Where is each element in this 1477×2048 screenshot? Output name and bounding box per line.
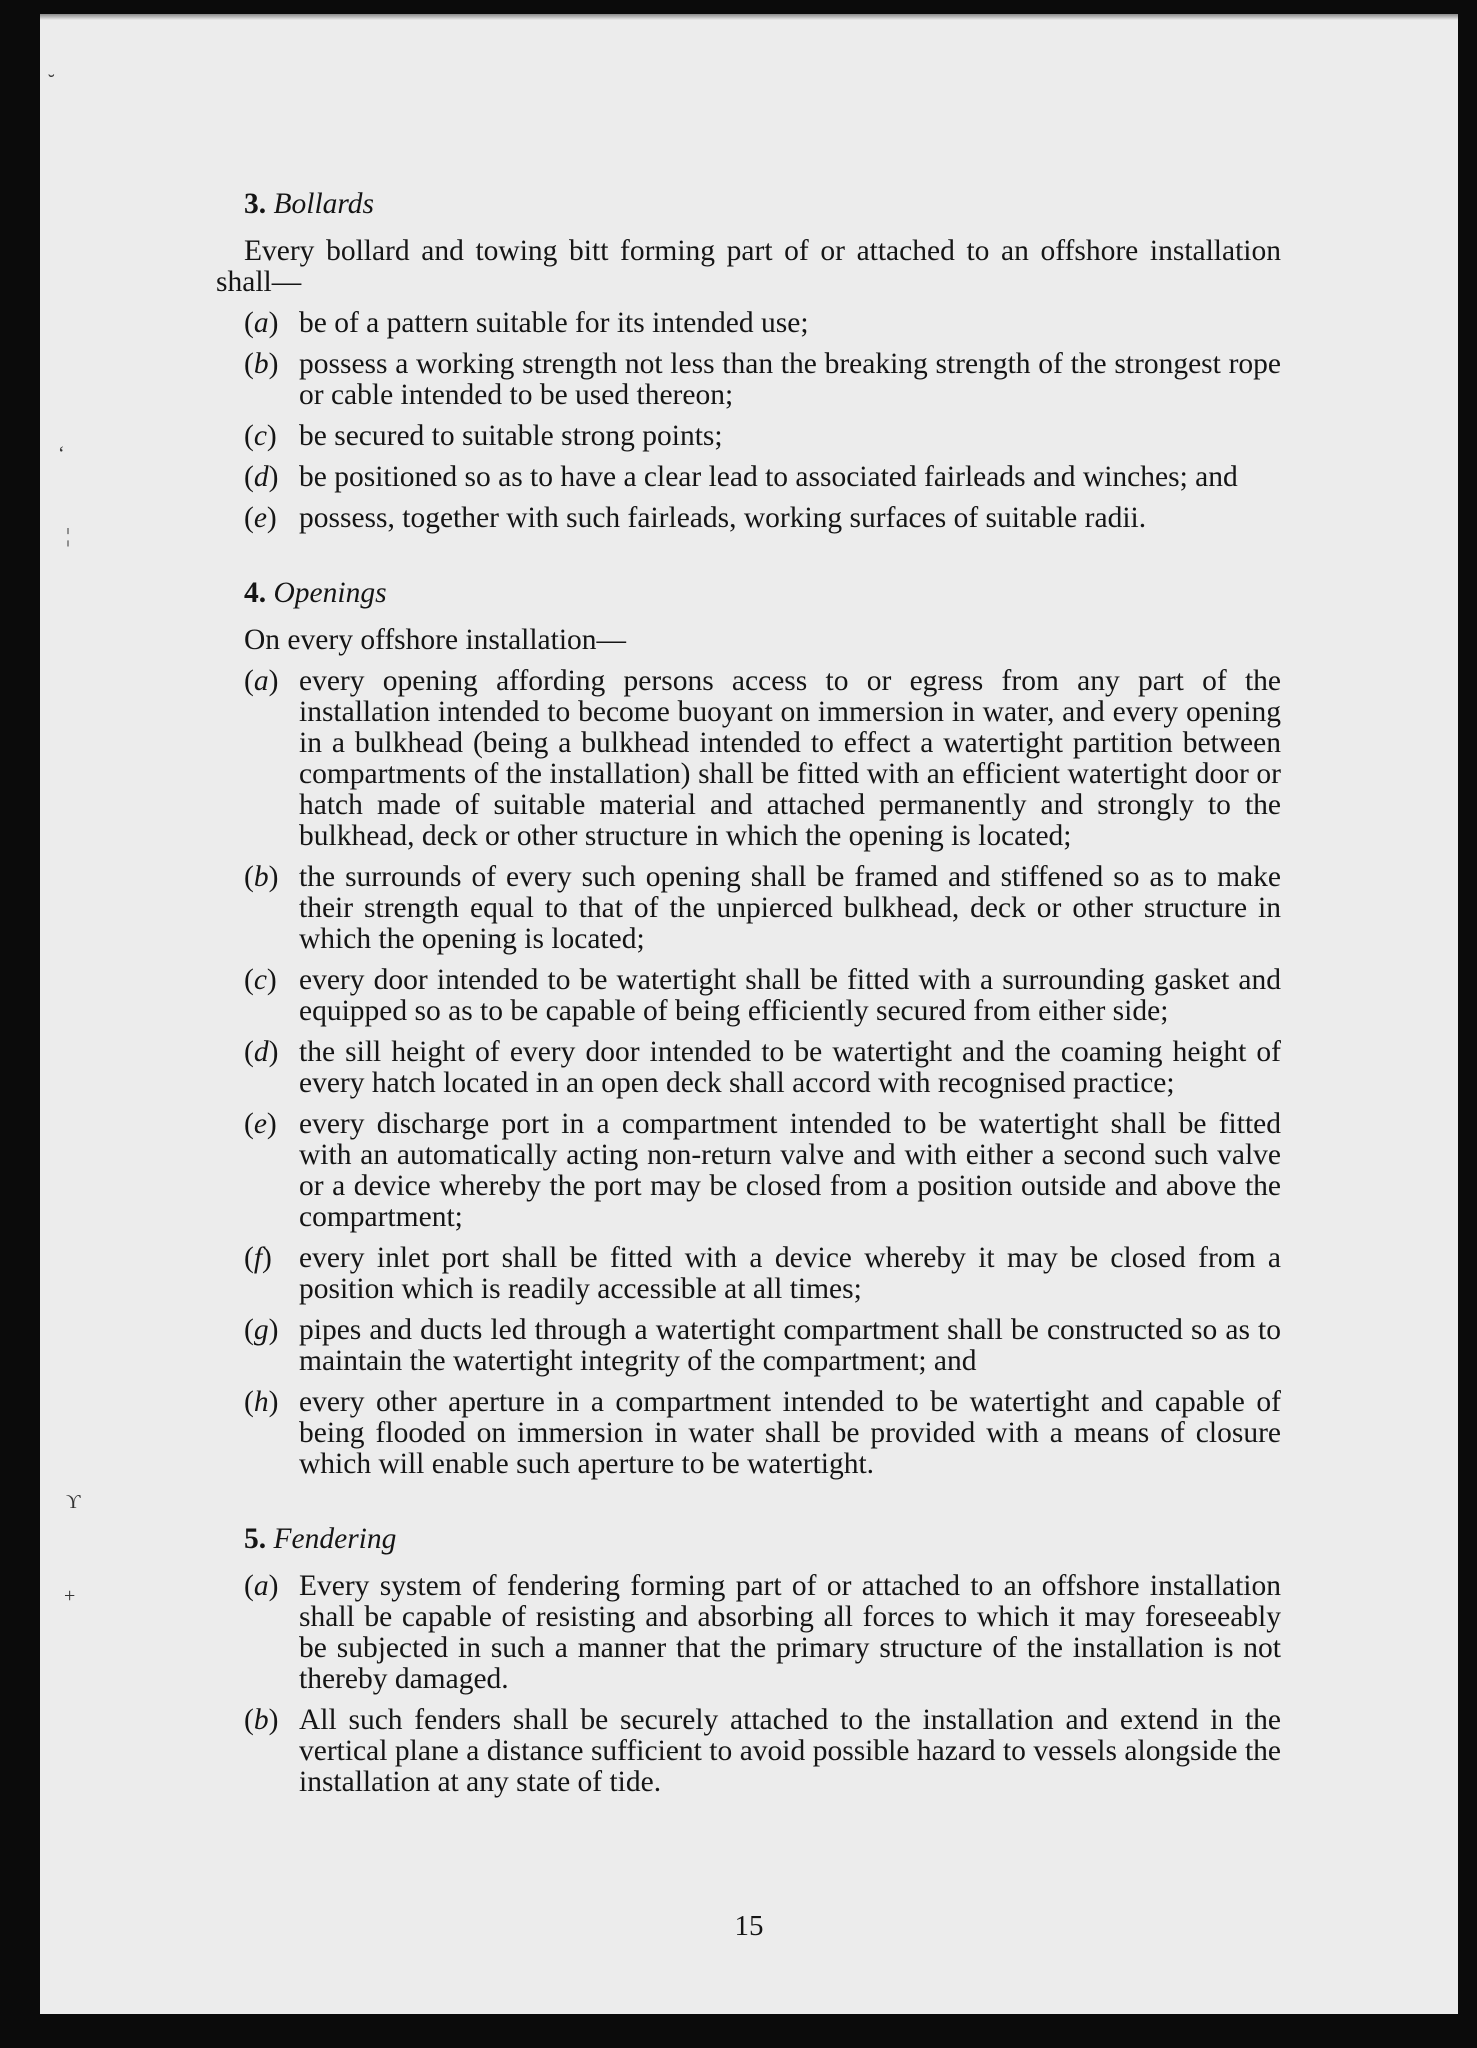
section-heading: 4. Openings (244, 577, 387, 609)
section-intro: On every offshore installation— (244, 624, 627, 656)
scan-edge-shadow (40, 14, 1458, 20)
list-item: (b) All such fenders shall be securely attached to the installation and extend in the vertical plane a distance sufficient to avoid possible hazard to vessels alongside the installation at any state of tide. (244, 1704, 1281, 1798)
section-openings (216, 578, 1281, 1480)
scan-mark: ˘ (48, 71, 55, 93)
section-bollards (216, 189, 1281, 534)
document-page (40, 14, 1458, 2014)
list-item: (c) be secured to suitable strong points; (244, 420, 723, 452)
scan-mark: ϒ (66, 1491, 81, 1513)
list-item: (a) every opening affording persons access to or egress from any part of the installation intended to become buoyant on immersion in water, and every opening in a bulkhead (being a bulkhead intended to effect a watertight partition between compartments of the installation) shall be fitted with an efficient watertight door or hatch made of suitable material and attached permanently and strongly to the bulkhead, deck or other structure in which the opening is located; (244, 665, 1281, 852)
list-item: (g) pipes and ducts led through a watertight compartment shall be constructed so as to maintain the watertight integrity of the compartment; and (244, 1314, 1281, 1377)
section-fendering (216, 1524, 1281, 1798)
section-heading: 3. Bollards (244, 188, 375, 220)
document-body (216, 189, 1281, 1842)
list-item: (e) every discharge port in a compartment intended to be watertight shall be fitted with an automatically acting non-return valve and with either a second such valve or a device whereby the port may be closed from a position outside and above the compartment; (244, 1108, 1281, 1233)
scan-mark: + (64, 1585, 76, 1607)
list-item: (b) the surrounds of every such opening shall be framed and stiffened so as to make their strength equal to that of the unpierced bulkhead, deck or other structure in which the opening is located; (244, 861, 1281, 955)
list-item: (b) possess a working strength not less than the breaking strength of the strongest rope or cable intended to be used thereon; (244, 348, 1281, 411)
scan-mark: ‘ (58, 443, 65, 465)
list-item: (d) the sill height of every door intended to be watertight and the coaming height of every hatch located in an open deck shall accord with recognised practice; (244, 1036, 1281, 1099)
section-heading: 5. Fendering (244, 1523, 397, 1555)
section-intro: Every bollard and towing bitt forming part of or attached to an offshore installation shall— (216, 235, 1281, 298)
page-number: 15 (734, 1910, 764, 1942)
scan-mark: ¦ (66, 525, 71, 547)
list-item: (a) Every system of fendering forming part of or attached to an offshore installation shall be capable of resisting and absorbing all forces to which it may foreseeably be subjected in such a manner that the primary structure of the installation is not thereby damaged. (244, 1570, 1281, 1695)
list-item: (e) possess, together with such fairleads, working surfaces of suitable radii. (244, 502, 1147, 534)
list-item: (f) every inlet port shall be fitted with a device whereby it may be closed from a position which is readily accessible at all times; (244, 1242, 1281, 1305)
list-item: (d) be positioned so as to have a clear lead to associated fairleads and winches; and (244, 461, 1238, 493)
list-item: (h) every other aperture in a compartment intended to be watertight and capable of being flooded on immersion in water shall be provided with a means of closure which will enable such aperture to be watertight. (244, 1386, 1281, 1480)
list-item: (c) every door intended to be watertight shall be fitted with a surrounding gasket and equipped so as to be capable of being efficiently secured from either side; (244, 964, 1281, 1027)
list-item: (a) be of a pattern suitable for its intended use; (244, 307, 809, 339)
